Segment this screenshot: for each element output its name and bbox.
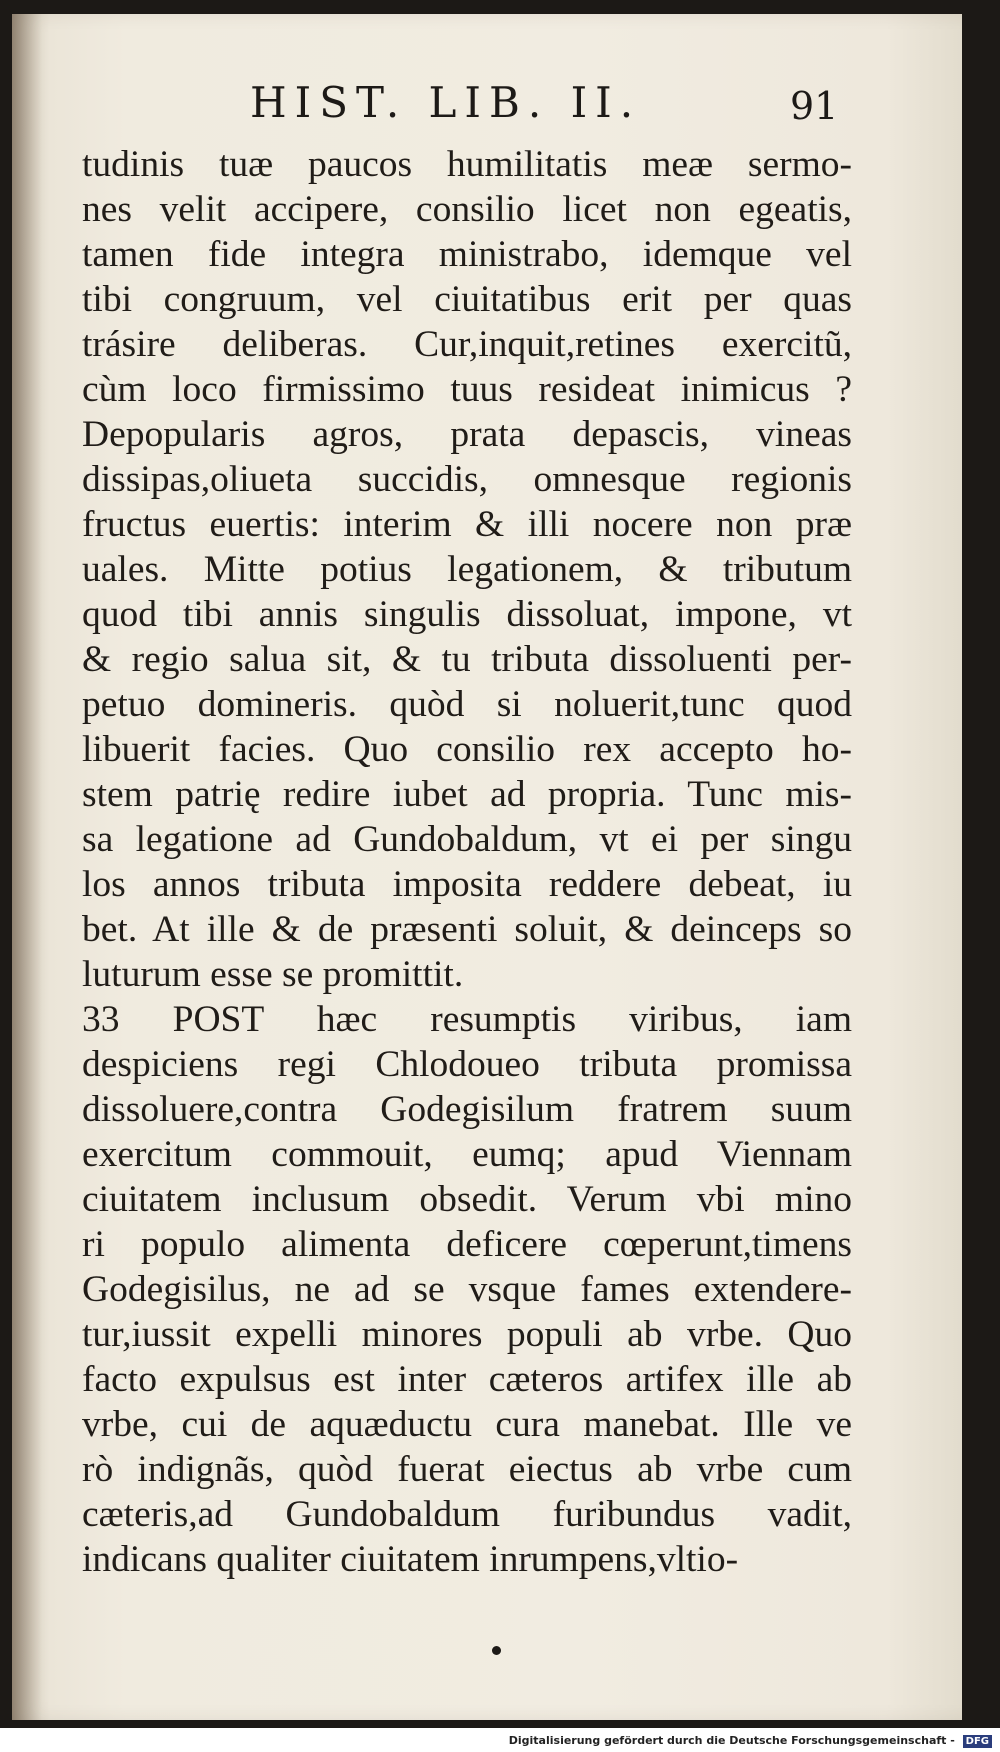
text-line: ciuitatem inclusum obsedit. Verum vbi mino xyxy=(82,1179,852,1220)
text-line: dissoluere,contra Godegisilum fratrem suum xyxy=(82,1089,852,1130)
text-line: indicans qualiter ciuitatem inrumpens,vltio- xyxy=(82,1539,739,1580)
text-line: los annos tributa imposita reddere debeat, iu xyxy=(82,864,852,905)
page-number: 91 xyxy=(790,84,839,128)
text-line: petuo domineris. quòd si noluerit,tunc quod xyxy=(82,684,852,725)
text-line: rò indignãs, quòd fuerat eiectus ab vrbe cum xyxy=(82,1449,852,1490)
text-line: tibi congruum, vel ciuitatibus erit per quas xyxy=(82,279,852,320)
text-line: trásire deliberas. Cur,inquit,retines exercitũ, xyxy=(82,324,852,365)
text-line: 33 POST hæc resumptis viribus, iam xyxy=(82,999,852,1040)
text-line: tudinis tuæ paucos humilitatis meæ sermo- xyxy=(82,144,852,185)
gutter-shadow xyxy=(12,14,42,1720)
text-line: dissipas,olіueta succidis, omnesque regionis xyxy=(82,459,852,500)
text-line: vrbe, cui de aquæductu cura manebat. Ille ve xyxy=(82,1404,852,1445)
text-line: & regio salua sit, & tu tributa dissoluenti per- xyxy=(82,639,852,680)
text-line: fructus euertis: interim & illi nocere non præ xyxy=(82,504,852,545)
text-line: bet. At ille & de præsenti soluit, & deinceps so xyxy=(82,909,852,950)
dfg-logo-icon: DFG xyxy=(963,1735,992,1748)
text-line: exercitum commouit, eumq; apud Viennam xyxy=(82,1134,852,1175)
text-line: despiciens regi Chlodoueo tributa promissa xyxy=(82,1044,852,1085)
text-line: Depopularis agros, prata depascis, vineas xyxy=(82,414,852,455)
body-text xyxy=(82,142,852,1582)
text-line: Godegisilus, ne ad se vsque fames extendere- xyxy=(82,1269,852,1310)
text-line: cùm loco firmissimo tuus resideat inimicus ? xyxy=(82,369,852,410)
text-line: facto expulsus est inter cæteros artifex ille ab xyxy=(82,1359,852,1400)
text-line: stem patrię redire iubet ad propria. Tunc mis- xyxy=(82,774,852,815)
footer-credit-text: Digitalisierung gefördert durch die Deutsche Forschungsgemeinschaft - xyxy=(508,1734,955,1747)
text-line: nes velit accipere, consilio licet non egeatis, xyxy=(82,189,852,230)
text-line: libuerit facies. Quo consilio rex accepto ho- xyxy=(82,729,852,770)
text-line: sa legatione ad Gundobaldum, vt ei per singu xyxy=(82,819,852,860)
text-line: ri populo alimenta deficere cœperunt,timens xyxy=(82,1224,852,1265)
text-line: uales. Mitte potius legationem, & tributum xyxy=(82,549,852,590)
text-line: luturum esse se promittit. xyxy=(82,954,464,995)
text-line: cæteris,ad Gundobaldum furibundus vadit, xyxy=(82,1494,852,1535)
text-line: tamen fide integra ministrabo, idemque vel xyxy=(82,234,852,275)
running-head: HIST. LIB. II. xyxy=(250,78,642,127)
text-line: quod tibi annis singulis dissoluat, impone, vt xyxy=(82,594,852,635)
text-line: tur,iussit expelli minores populi ab vrbe. Quo xyxy=(82,1314,852,1355)
footer-credit xyxy=(509,1734,992,1748)
signature-mark xyxy=(492,1646,501,1655)
